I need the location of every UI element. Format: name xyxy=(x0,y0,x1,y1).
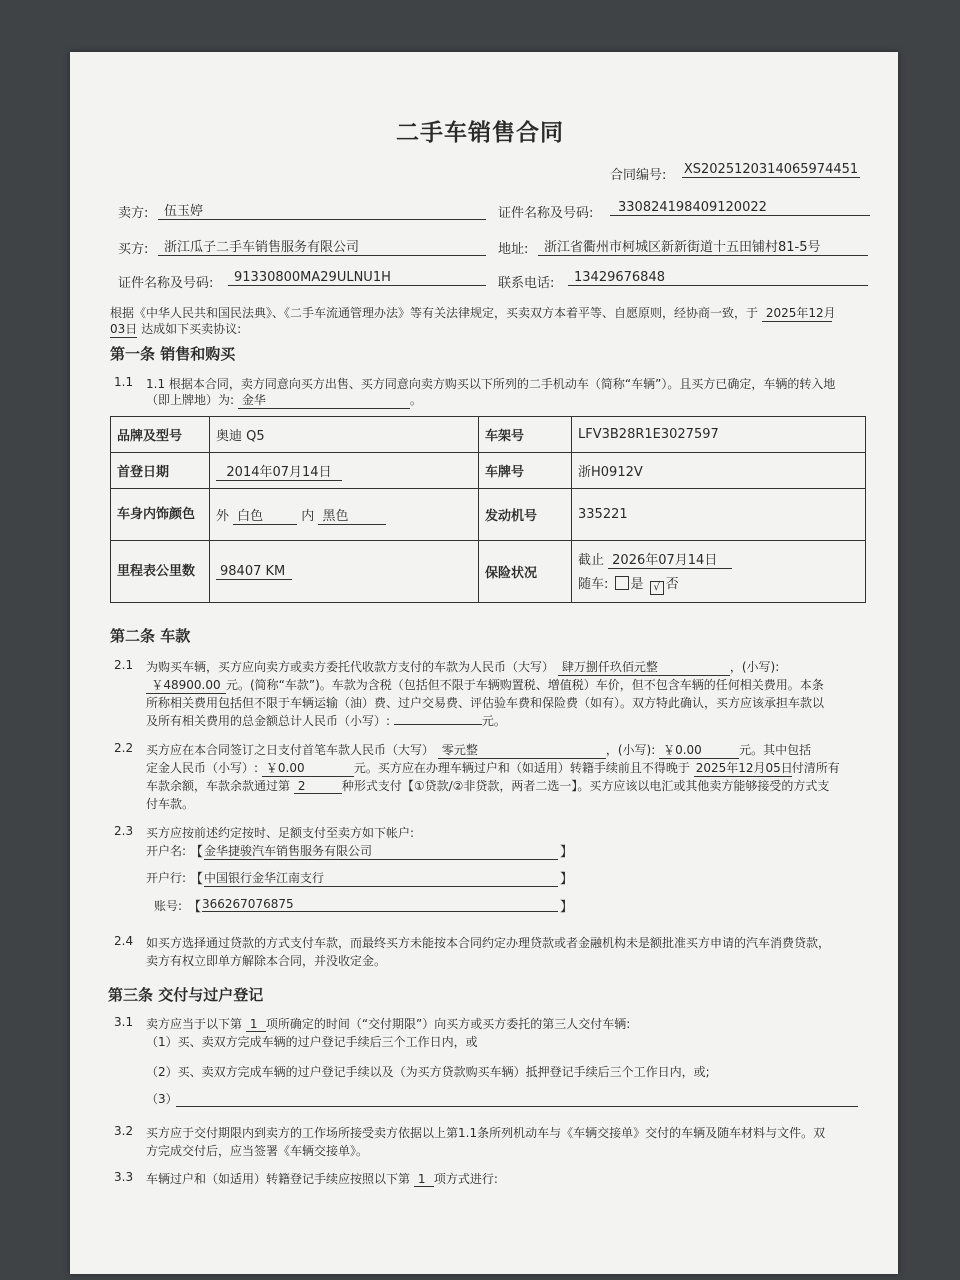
seller-name: 伍玉婷 xyxy=(158,200,486,220)
clause-2-2-line-4: 付车款。 xyxy=(146,797,195,811)
option-3-blank-line xyxy=(176,1106,858,1107)
clause-1-1-number: 1.1 xyxy=(114,375,134,389)
clause-2-4-line-2: 卖方有权立即单方解除本合同，并没收定金。 xyxy=(146,954,387,968)
exterior-color: 白色 xyxy=(233,505,297,525)
brand-value: 奥迪 Q5 xyxy=(210,417,479,453)
final-payment-date: 2025年12月05日 xyxy=(695,761,793,775)
color-label: 车身内饰颜色 xyxy=(111,489,210,541)
clause-2-2-line-3: 车款余额，车款余款通过第 2 种形式支付【①贷款/②非贷款，两者二选一】。买方应该以电汇或其他卖方能够接受的方式支 xyxy=(146,779,830,793)
seller-id: 330824198409120022 xyxy=(610,200,870,216)
reg-date-label: 首登日期 xyxy=(111,453,210,489)
clause-3-3-number: 3.3 xyxy=(114,1170,134,1184)
contract-page: 二手车销售合同 合同编号: XS2025120314065974451 卖方: 伍玉婷 证件名称及号码: 330824198409120022 买方: 浙江瓜子二手车销售服务有限公司 地址: 浙江省衢州市柯城区新新街道十五田铺村81-5号 证件名称及号码: 91330800MA29ULNU1H 联系电话: 13429676848 根据《中华人民共和国民法典》、《二手车流通管理办法》等有关法律规定，买卖双方本着平等、自愿原则，经协商一致，于 2025年12月 03日 达成如下买卖协议: 第一条 销售和购买 1.1 1.1 根据本合同，卖方同意向买方出售、买方同意向卖方购买以下所列的二手机动车（简称“车辆”）。且买方已确定，车辆的转入地 （即上牌地）为: 金华 。 品牌及型号 奥迪 Q5 车架号 LFV3B28R1E3027597 首登日期 2014年07月14日 车牌号 浙H0912V 车身内饰颜色 外 白色 内 黑色 发动机号 335221 里程表公里数 98407 KM 保险状况 截止 2026年07月14日 随车: 是 √ 否 第二条 车款 2.1 为购买车辆，买方应向卖方或卖方委托代收款方支付的车款为人民币（大写） 肆万捌仟玖佰元整 ，(小写): ￥48900.00 元。(简称“车款”)。车款为含税（包括但不限于车辆购置税、增值税）车价，但不包含车辆的任何相关费用。本条 所称相关费用包括但不限于车辆运输（油）费、过户交易费、评估验车费和保险费（如有）。双方特此确认，买方应该承担车款以 及所有相关费用的总金额总计人民币（小写）: 元。 2.2 买方应在本合同签订之日支付首笔车款人民币（大写） 零元整 ，(小写): ￥0.00 元。其中包括 定金人民币（小写）: ￥0.00 元。买方应在办理车辆过户和（如适用）转籍手续前且不得晚于 2025年12月05日付清所有 车款余额，车款余款通过第 2 种形式支付【①贷款/②非贷款，两者二选一】。买方应该以电汇或其他卖方能够接受的方式支 付车款。 2.3 买方应按前述约定按时、足额支付至卖方如下帐户: 开户名: 【 金华捷骏汽车销售服务有限公司 】 开户行: 【 中国银行金华江南支行 】 账号: 【 366267076875 】 2.4 如买方选择通过贷款的方式支付车款，而最终买方未能按本合同约定办理贷款或者金融机构未是额批准买方申请的汽车消费贷款， 卖方有权立即单方解除本合同，并没收定金。 第三条 交付与过户登记 3.1 卖方应当于以下第 1 项所确定的时间（“交付期限”）向买方或买方委托的第三人交付车辆: （1）买、卖双方完成车辆的过户登记手续后三个工作日内，或 （2）买、卖双方完成车辆的过户登记手续以及（为买方贷款购买车辆）抵押登记手续后三个工作日内，或; （3） 3.2 买方应于交付期限内到卖方的工作场所接受卖方依据以上第1.1条所列机动车与《车辆交接单》交付的车辆及随车材料与文件。双 方完成交付后，应当签署《车辆交接单》。 3.3 车辆过户和（如适用）转籍登记手续应按照以下第 1 项方式进行: xyxy=(70,52,898,1274)
insurance-label: 保险状况 xyxy=(479,541,572,603)
price-lowercase: ￥48900.00 xyxy=(146,676,226,694)
seller-id-label: 证件名称及号码: xyxy=(498,206,594,221)
mileage-value: 98407 KM xyxy=(216,564,292,580)
first-payment-lowercase: ￥0.00 xyxy=(659,741,739,759)
buyer-id: 91330800MA29ULNU1H xyxy=(228,270,486,286)
buyer-id-label: 证件名称及号码: xyxy=(118,276,214,291)
clause-1-1-line-2: （即上牌地）为: 金华 。 xyxy=(146,393,422,407)
contract-no-label: 合同编号: xyxy=(610,168,667,183)
intro-date-b: 03日 xyxy=(110,322,138,336)
buyer-name: 浙江瓜子二手车销售服务有限公司 xyxy=(158,236,486,256)
intro-line-2: 03日 达成如下买卖协议: xyxy=(110,322,242,336)
insurance-until: 2026年07月14日 xyxy=(608,549,732,569)
account-number-label: 账号: xyxy=(154,899,183,913)
clause-3-1-option-2: （2）买、卖双方完成车辆的过户登记手续以及（为买方贷款购买车辆）抵押登记手续后三个工作日内，或; xyxy=(146,1065,710,1079)
total-amount xyxy=(394,724,482,725)
article-3-title: 第三条 交付与过户登记 xyxy=(108,986,264,1004)
insurance-no-checkbox[interactable]: √ xyxy=(650,581,664,595)
clause-3-2-number: 3.2 xyxy=(114,1124,134,1138)
mileage-label: 里程表公里数 xyxy=(111,541,210,603)
transfer-option: 1 xyxy=(414,1172,434,1187)
delivery-option: 1 xyxy=(246,1017,266,1032)
clause-3-1-line-1: 卖方应当于以下第 1 项所确定的时间（“交付期限”）向买方或买方委托的第三人交付车辆: xyxy=(146,1017,631,1031)
vehicle-info-table xyxy=(110,416,866,603)
intro-line-1: 根据《中华人民共和国民法典》、《二手车流通管理办法》等有关法律规定，买卖双方本着平等、自愿原则，经协商一致，于 2025年12月 xyxy=(110,306,836,320)
payment-method: 2 xyxy=(294,779,342,794)
vin-value: LFV3B28R1E3027597 xyxy=(572,417,866,453)
phone-label: 联系电话: xyxy=(498,276,555,291)
clause-2-1-number: 2.1 xyxy=(114,658,134,672)
color-cell: 外 白色 内 黑色 xyxy=(210,489,479,541)
buyer-label: 买方: xyxy=(118,242,149,257)
article-2-title: 第二条 车款 xyxy=(110,627,191,645)
account-name: 金华捷骏汽车销售服务有限公司 xyxy=(204,842,558,860)
clause-2-2-line-2: 定金人民币（小写）: ￥0.00 元。买方应在办理车辆过户和（如适用）转籍手续前且不得晚于 2025年12月05日付清所有 xyxy=(146,761,840,775)
clause-3-2-line-1: 买方应于交付期限内到卖方的工作场所接受卖方依据以上第1.1条所列机动车与《车辆交接单》交付的车辆及随车材料与文件。双 xyxy=(146,1126,826,1140)
clause-2-4-line-1: 如买方选择通过贷款的方式支付车款，而最终买方未能按本合同约定办理贷款或者金融机构未是额批准买方申请的汽车消费贷款， xyxy=(146,936,831,950)
clause-2-1-line-3: 所称相关费用包括但不限于车辆运输（油）费、过户交易费、评估验车费和保险费（如有）。双方特此确认，买方应该承担车款以 xyxy=(146,696,825,710)
mileage-cell xyxy=(210,541,479,603)
interior-color: 黑色 xyxy=(318,505,386,525)
clause-3-1-option-1: （1）买、卖双方完成车辆的过户登记手续后三个工作日内，或 xyxy=(146,1035,478,1049)
account-bank: 中国银行金华江南支行 xyxy=(204,869,558,887)
account-number: 366267076875 xyxy=(202,897,558,912)
registration-city: 金华 xyxy=(238,391,410,409)
clause-3-3-line-1: 车辆过户和（如适用）转籍登记手续应按照以下第 1 项方式进行: xyxy=(146,1172,498,1186)
clause-3-1-option-3: （3） xyxy=(146,1092,178,1106)
engine-label: 发动机号 xyxy=(479,489,572,541)
clause-2-1-line-2: ￥48900.00 元。(简称“车款”)。车款为含税（包括但不限于车辆购置税、增值税）车价，但不包含车辆的任何相关费用。本条 xyxy=(146,676,824,694)
account-name-label: 开户名: xyxy=(146,844,187,858)
price-uppercase: 肆万捌仟玖佰元整 xyxy=(558,658,730,676)
clause-3-2-line-2: 方完成交付后，应当签署《车辆交接单》。 xyxy=(146,1144,369,1158)
article-1-title: 第一条 销售和购买 xyxy=(110,345,236,363)
address-label: 地址: xyxy=(498,242,529,257)
first-payment-uppercase: 零元整 xyxy=(438,741,606,759)
clause-1-1-line-1: 1.1 根据本合同，卖方同意向买方出售、买方同意向卖方购买以下所列的二手机动车（简称“车辆”）。且买方已确定，车辆的转入地 xyxy=(146,377,836,391)
reg-date-value: 2014年07月14日 xyxy=(216,461,342,481)
intro-date-a: 2025年12月 xyxy=(762,304,832,322)
insurance-yes-checkbox[interactable] xyxy=(615,576,629,590)
document-title: 二手车销售合同 xyxy=(396,120,564,146)
account-bank-label: 开户行: xyxy=(146,871,187,885)
clause-2-4-number: 2.4 xyxy=(114,934,134,948)
reg-date-cell xyxy=(210,453,479,489)
buyer-address: 浙江省衢州市柯城区新新街道十五田铺村81-5号 xyxy=(538,236,868,256)
clause-3-1-number: 3.1 xyxy=(114,1015,134,1029)
plate-value: 浙H0912V xyxy=(572,453,866,489)
brand-label: 品牌及型号 xyxy=(111,417,210,453)
clause-2-3-number: 2.3 xyxy=(114,824,134,838)
clause-2-3-line-1: 买方应按前述约定按时、足额支付至卖方如下帐户: xyxy=(146,826,415,840)
insurance-cell: 截止 2026年07月14日 随车: 是 √ 否 xyxy=(572,541,866,603)
contract-no: XS2025120314065974451 xyxy=(683,162,859,177)
vin-label: 车架号 xyxy=(479,417,572,453)
clause-2-1-line-4: 及所有相关费用的总金额总计人民币（小写）: 元。 xyxy=(146,714,506,728)
clause-2-2-number: 2.2 xyxy=(114,741,134,755)
clause-2-2-line-1: 买方应在本合同签订之日支付首笔车款人民币（大写） 零元整 ，(小写): ￥0.00 元。其中包括 xyxy=(146,743,812,757)
buyer-phone: 13429676848 xyxy=(568,270,868,286)
deposit-amount: ￥0.00 xyxy=(262,759,354,777)
engine-value: 335221 xyxy=(572,489,866,541)
seller-label: 卖方: xyxy=(118,206,149,221)
clause-2-1-line-1: 为购买车辆，买方应向卖方或卖方委托代收款方支付的车款为人民币（大写） 肆万捌仟玖佰元整 ，(小写): xyxy=(146,660,780,674)
plate-label: 车牌号 xyxy=(479,453,572,489)
